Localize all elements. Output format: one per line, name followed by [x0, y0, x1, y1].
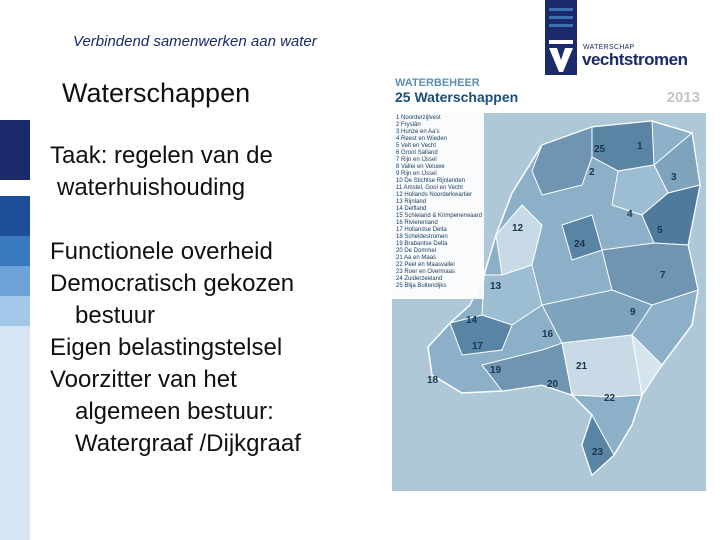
legend-item: 3 Hunze en Aa's — [396, 129, 440, 135]
slide-body — [50, 140, 380, 460]
region-label: 12 — [512, 223, 524, 234]
waterschappen-map — [392, 75, 706, 491]
region-label: 14 — [466, 315, 478, 326]
legend-item: 25 Blija Buitendijks — [396, 283, 447, 289]
legend-item: 16 Rivierenland — [396, 220, 438, 226]
task-line-2: waterhuishouding — [57, 174, 246, 201]
region-label: 5 — [657, 225, 663, 236]
legend-item: 12 Hollands Noorderkwartier — [396, 192, 473, 198]
region-label: 22 — [604, 393, 616, 404]
bullet-line: Eigen belastingstelsel — [50, 334, 283, 361]
legend-item: 15 Schieland & Krimpenerwaard — [396, 213, 483, 219]
legend-item: 11 Amstel, Gooi en Vecht — [396, 185, 463, 191]
map-legend — [396, 115, 482, 290]
region-label: 4 — [627, 209, 633, 220]
region-label: 2 — [589, 167, 595, 178]
logo-big-text: vechtstromen — [582, 50, 688, 69]
legend-item: 23 Roer en Overmaas — [396, 269, 456, 275]
legend-item: 14 Delfland — [396, 206, 427, 212]
slide-title: Waterschappen — [62, 78, 251, 108]
region-label: 1 — [637, 141, 643, 152]
region-label: 17 — [472, 341, 484, 352]
legend-item: 9 Rijn en IJssel — [396, 171, 437, 177]
legend-item: 13 Rijnland — [396, 199, 427, 205]
vechtstromen-logo — [545, 0, 695, 78]
legend-item: 21 Aa en Maas — [396, 255, 437, 261]
map-heading-2: 25 Waterschappen — [395, 89, 519, 105]
bullet-line: Watergraaf /Dijkgraaf — [75, 430, 301, 457]
bullet-line: bestuur — [75, 302, 156, 329]
legend-item: 17 Hollandse Delta — [396, 227, 447, 233]
region-label: 20 — [547, 379, 559, 390]
region-label: 25 — [594, 144, 606, 155]
region-label: 7 — [660, 270, 666, 281]
region-label: 3 — [671, 172, 677, 183]
map-heading-1: WATERBEHEER — [395, 77, 480, 89]
map-year: 2013 — [666, 89, 700, 106]
legend-item: 1 Noorderzijlvest — [396, 115, 441, 121]
region-label: 19 — [490, 365, 502, 376]
legend-item: 2 Fryslân — [396, 122, 421, 128]
legend-item: 22 Peel en Maasvallei — [396, 262, 455, 268]
legend-item: 10 De Stichtse Rijnlanden — [396, 178, 466, 184]
legend-item: 7 Rijn en IJssel — [396, 157, 437, 163]
logo-small-text: WATERSCHAP — [583, 44, 635, 51]
legend-item: 8 Vallei en Veluwe — [396, 164, 445, 170]
bullet-line: Democratisch gekozen — [50, 270, 295, 297]
logo-mark-icon — [545, 0, 577, 76]
region-label: 24 — [574, 239, 586, 250]
bullet-line: algemeen bestuur: — [75, 398, 274, 425]
task-line-1: Taak: regelen van de — [50, 142, 273, 169]
region-label: 13 — [490, 281, 502, 292]
bullet-line: Voorzitter van het — [50, 366, 237, 393]
tagline: Verbindend samenwerken aan water — [73, 33, 317, 50]
side-stripes — [0, 120, 30, 540]
region-label: 18 — [427, 375, 439, 386]
region-label: 9 — [630, 307, 636, 318]
legend-item: 19 Brabantse Delta — [396, 241, 448, 247]
legend-item: 4 Reest en Wieden — [396, 136, 448, 142]
legend-item: 5 Velt en Vecht — [396, 143, 437, 149]
bullet-line: Functionele overheid — [50, 238, 273, 265]
region-label: 16 — [542, 329, 554, 340]
region-label: 21 — [576, 361, 588, 372]
legend-item: 24 Zuiderzeeland — [396, 276, 443, 282]
region-label: 23 — [592, 447, 604, 458]
legend-item: 20 De Dommel — [396, 248, 437, 254]
legend-item: 6 Groot Salland — [396, 150, 438, 156]
legend-item: 18 Scheldestromen — [396, 234, 448, 240]
